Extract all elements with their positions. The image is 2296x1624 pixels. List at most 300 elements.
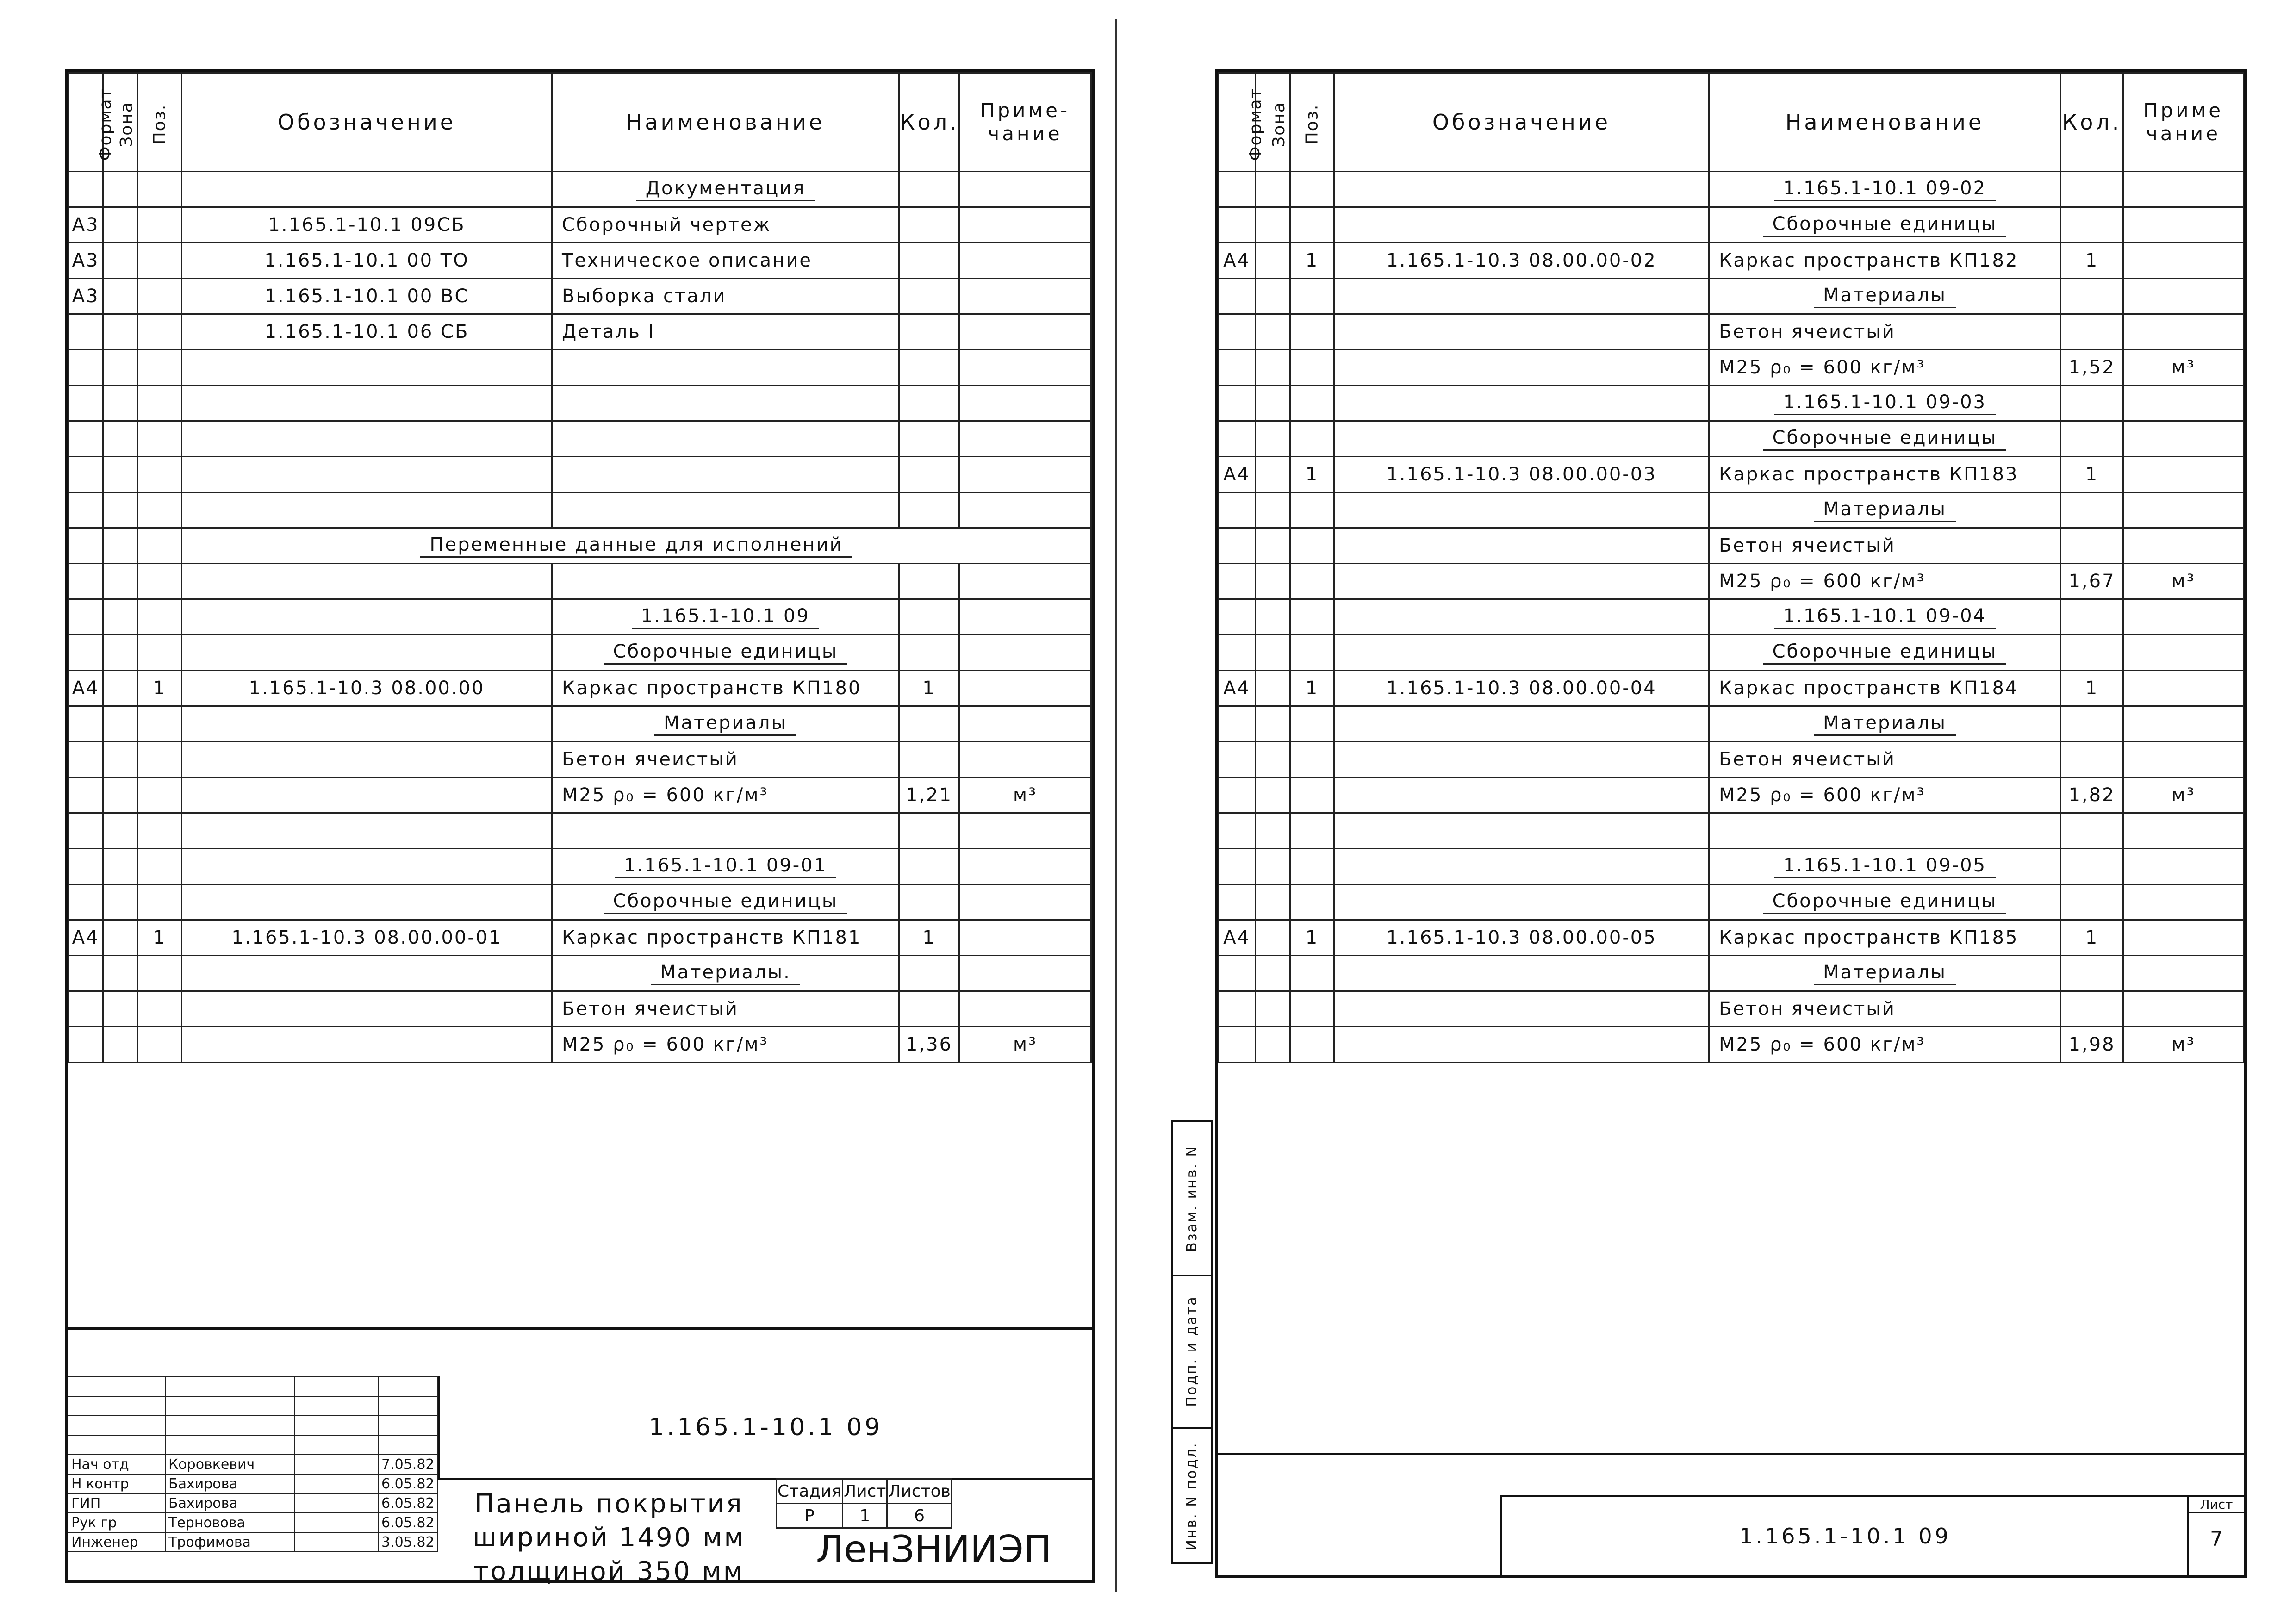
cell-designation	[1334, 564, 1709, 599]
cell-zone	[103, 849, 138, 884]
cell-note	[2123, 386, 2244, 421]
cell-note	[2123, 742, 2244, 778]
cell-format: А4	[1219, 671, 1256, 706]
cell-zone	[103, 350, 138, 386]
spec-row	[68, 279, 1091, 314]
cell-designation	[1334, 421, 1709, 457]
signer-role: Нач отд	[68, 1455, 165, 1474]
cell-pos	[138, 1027, 182, 1063]
cell-zone	[1256, 350, 1290, 386]
sheet-value: 1	[843, 1504, 887, 1528]
cell-format	[68, 350, 103, 386]
cell-note	[959, 350, 1091, 386]
cell-format	[68, 778, 103, 813]
signer-date: 6.05.82	[378, 1474, 437, 1493]
col-pos-header: Поз.	[138, 73, 182, 172]
stage-value: Р	[777, 1504, 843, 1528]
cell-designation	[182, 956, 552, 991]
cell-qty: 1	[2061, 920, 2123, 956]
cell-format	[1219, 564, 1256, 599]
cell-qty	[2061, 421, 2123, 457]
cell-zone	[103, 492, 138, 528]
spec-row	[68, 492, 1091, 528]
cell-note	[959, 492, 1091, 528]
cell-name: М25 ρ₀ = 600 кг/м³	[552, 1027, 899, 1063]
cell-zone	[1256, 492, 1290, 528]
cell-pos	[1290, 279, 1334, 314]
cell-format	[1219, 528, 1256, 564]
cell-qty: 1	[2061, 457, 2123, 492]
cell-name: 1.165.1-10.1 09-05	[1709, 849, 2061, 884]
cell-zone	[1256, 457, 1290, 492]
spec-row	[68, 386, 1091, 421]
cell-format	[1219, 314, 1256, 350]
spec-header-row	[1219, 73, 2244, 172]
cell-format: А4	[1219, 920, 1256, 956]
cell-qty	[2061, 991, 2123, 1027]
cell-note	[2123, 457, 2244, 492]
cell-designation	[1334, 956, 1709, 991]
cell-format: А4	[1219, 457, 1256, 492]
cell-qty	[899, 421, 959, 457]
cell-designation	[1334, 492, 1709, 528]
cell-designation	[1334, 778, 1709, 813]
cell-note	[2123, 813, 2244, 849]
spec-row	[68, 457, 1091, 492]
spec-sheet-right	[1215, 69, 2247, 1578]
cell-designation: 1.165.1-10.3 08.00.00-04	[1334, 671, 1709, 706]
cell-qty	[899, 742, 959, 778]
signer-date: 6.05.82	[378, 1493, 437, 1513]
spec-row	[1219, 386, 2244, 421]
cell-format	[68, 884, 103, 920]
cell-name: Сборочные единицы	[1709, 421, 2061, 457]
cell-designation	[182, 1027, 552, 1063]
cell-pos	[138, 421, 182, 457]
cell-pos	[138, 884, 182, 920]
cell-format	[1219, 172, 1256, 207]
cell-qty	[899, 599, 959, 635]
signer-date: 3.05.82	[378, 1532, 437, 1552]
cell-designation	[182, 742, 552, 778]
signer-row	[68, 1455, 437, 1474]
cell-qty: 1	[2061, 243, 2123, 279]
col-note-header: Приме чание	[2123, 73, 2244, 172]
cell-note: м³	[2123, 564, 2244, 599]
cell-zone	[1256, 742, 1290, 778]
cell-format	[68, 172, 103, 207]
cell-qty	[899, 635, 959, 671]
signer-row	[68, 1474, 437, 1493]
cell-format	[68, 813, 103, 849]
cell-pos	[1290, 1027, 1334, 1063]
spec-row	[1219, 706, 2244, 742]
cell-designation	[182, 778, 552, 813]
cell-designation	[1334, 279, 1709, 314]
cell-note	[2123, 956, 2244, 991]
signature-date-cell: Подп. и дата	[1173, 1275, 1211, 1429]
cell-note	[959, 920, 1091, 956]
cell-designation	[1334, 706, 1709, 742]
cell-zone	[1256, 314, 1290, 350]
cell-format: А4	[68, 671, 103, 706]
cell-name: Выборка стали	[552, 279, 899, 314]
spec-row	[68, 991, 1091, 1027]
cell-pos	[138, 207, 182, 243]
cell-name: М25 ρ₀ = 600 кг/м³	[552, 778, 899, 813]
cell-zone	[1256, 778, 1290, 813]
cell-note	[959, 884, 1091, 920]
cell-zone	[103, 778, 138, 813]
cell-zone	[103, 884, 138, 920]
cell-format	[1219, 350, 1256, 386]
cell-zone	[1256, 599, 1290, 635]
cell-pos	[1290, 564, 1334, 599]
cell-name	[552, 564, 899, 599]
cell-pos	[1290, 991, 1334, 1027]
cell-note	[2123, 884, 2244, 920]
cell-designation	[1334, 635, 1709, 671]
cell-zone	[1256, 671, 1290, 706]
cell-zone	[103, 314, 138, 350]
spec-row	[1219, 742, 2244, 778]
spec-row	[68, 350, 1091, 386]
cell-note: м³	[2123, 1027, 2244, 1063]
spec-row	[68, 314, 1091, 350]
spec-row	[1219, 350, 2244, 386]
cell-pos	[1290, 386, 1334, 421]
cell-note	[2123, 706, 2244, 742]
cell-name: М25 ρ₀ = 600 кг/м³	[1709, 1027, 2061, 1063]
cell-pos	[1290, 207, 1334, 243]
cell-format: А3	[68, 243, 103, 279]
cell-note	[959, 671, 1091, 706]
spec-row	[68, 813, 1091, 849]
cell-zone	[103, 564, 138, 599]
cell-format	[1219, 279, 1256, 314]
cell-zone	[103, 920, 138, 956]
spec-row	[1219, 920, 2244, 956]
cell-qty: 1	[899, 920, 959, 956]
cell-format	[1219, 207, 1256, 243]
cell-zone	[1256, 706, 1290, 742]
sheet-label: Лист	[843, 1479, 887, 1504]
cell-pos: 1	[1290, 671, 1334, 706]
cell-name: Бетон ячеистый	[1709, 314, 2061, 350]
cell-pos	[138, 350, 182, 386]
cell-zone	[103, 1027, 138, 1063]
cell-name	[552, 492, 899, 528]
cell-note	[2123, 207, 2244, 243]
signer-row	[68, 1532, 437, 1552]
cell-format: А3	[68, 207, 103, 243]
col-designation-header: Обозначение	[182, 73, 552, 172]
spec-row	[68, 956, 1091, 991]
spec-row	[1219, 991, 2244, 1027]
cell-format	[1219, 991, 1256, 1027]
cell-designation: 1.165.1-10.3 08.00.00-02	[1334, 243, 1709, 279]
cell-qty	[2061, 172, 2123, 207]
cell-designation	[182, 849, 552, 884]
signer-signature	[295, 1532, 378, 1552]
cell-name	[552, 386, 899, 421]
spec-row	[68, 599, 1091, 635]
cell-designation	[182, 884, 552, 920]
cell-name: Материалы.	[552, 956, 899, 991]
cell-pos	[138, 243, 182, 279]
cell-designation	[1334, 1027, 1709, 1063]
cell-format	[68, 457, 103, 492]
cell-qty: 1,21	[899, 778, 959, 813]
signer-signature	[295, 1455, 378, 1474]
cell-qty	[2061, 599, 2123, 635]
cell-qty	[899, 207, 959, 243]
document-title: Панель покрытия шириной 1490 мм толщиной 350 мм	[473, 1489, 746, 1587]
cell-qty	[899, 813, 959, 849]
cell-note	[959, 599, 1091, 635]
cell-qty: 1,82	[2061, 778, 2123, 813]
cell-format	[1219, 599, 1256, 635]
cell-format: А4	[68, 920, 103, 956]
cell-pos	[1290, 956, 1334, 991]
signer-signature	[295, 1513, 378, 1532]
cell-qty	[899, 956, 959, 991]
cell-name: 1.165.1-10.1 09-01	[552, 849, 899, 884]
cell-name	[552, 813, 899, 849]
cell-pos	[1290, 528, 1334, 564]
cell-pos: 1	[1290, 920, 1334, 956]
cell-zone	[1256, 956, 1290, 991]
cell-zone	[103, 635, 138, 671]
cell-designation	[182, 386, 552, 421]
cell-name: Бетон ячеистый	[1709, 742, 2061, 778]
cell-name	[552, 457, 899, 492]
cell-zone	[103, 991, 138, 1027]
cell-pos	[1290, 599, 1334, 635]
cell-zone	[1256, 207, 1290, 243]
cell-format	[68, 742, 103, 778]
cell-pos	[138, 279, 182, 314]
cell-note	[2123, 279, 2244, 314]
cell-note	[2123, 635, 2244, 671]
cell-zone	[103, 172, 138, 207]
cell-name: 1.165.1-10.1 09-02	[1709, 172, 2061, 207]
cell-designation	[182, 492, 552, 528]
col-note-header: Приме- чание	[959, 73, 1091, 172]
cell-pos	[1290, 706, 1334, 742]
cell-pos	[1290, 884, 1334, 920]
cell-zone	[103, 706, 138, 742]
col-name-header: Наименование	[1709, 73, 2061, 172]
cell-designation	[182, 564, 552, 599]
original-inventory-cell: Инв. N подл.	[1183, 1441, 1200, 1550]
cell-designation	[1334, 172, 1709, 207]
signer-role: Инженер	[68, 1532, 165, 1552]
cell-qty: 1,36	[899, 1027, 959, 1063]
cell-note	[2123, 920, 2244, 956]
spec-row	[68, 849, 1091, 884]
cell-note	[959, 314, 1091, 350]
cell-format	[68, 386, 103, 421]
spec-row	[68, 778, 1091, 813]
cell-name: Каркас пространств КП183	[1709, 457, 2061, 492]
cell-designation: 1.165.1-10.3 08.00.00	[182, 671, 552, 706]
spec-row	[1219, 599, 2244, 635]
cell-zone	[103, 243, 138, 279]
cell-note	[959, 635, 1091, 671]
cell-format	[1219, 492, 1256, 528]
cell-zone	[103, 599, 138, 635]
signer-row	[68, 1513, 437, 1532]
cell-zone	[1256, 421, 1290, 457]
cell-qty	[899, 991, 959, 1027]
spec-row	[1219, 243, 2244, 279]
spec-header-row	[68, 73, 1091, 172]
cell-format	[68, 492, 103, 528]
sheet-label: Лист	[2189, 1497, 2244, 1513]
cell-zone	[103, 528, 138, 564]
spec-row	[68, 528, 1091, 564]
cell-note: м³	[2123, 778, 2244, 813]
cell-zone	[1256, 172, 1290, 207]
cell-name: 1.165.1-10.1 09-04	[1709, 599, 2061, 635]
cell-format: А3	[68, 279, 103, 314]
cell-name: М25 ρ₀ = 600 кг/м³	[1709, 564, 2061, 599]
cell-format	[1219, 956, 1256, 991]
cell-pos	[138, 956, 182, 991]
signer-name: Бахирова	[165, 1493, 295, 1513]
cell-format	[1219, 706, 1256, 742]
signer-name: Бахирова	[165, 1474, 295, 1493]
cell-zone	[1256, 920, 1290, 956]
cell-format	[1219, 849, 1256, 884]
cell-designation: 1.165.1-10.3 08.00.00-03	[1334, 457, 1709, 492]
cell-qty: 1	[899, 671, 959, 706]
spec-row	[68, 564, 1091, 599]
cell-pos	[138, 813, 182, 849]
cell-format	[68, 1027, 103, 1063]
cell-note	[959, 742, 1091, 778]
cell-pos	[138, 386, 182, 421]
cell-name: Документация	[552, 172, 899, 207]
cell-pos	[1290, 314, 1334, 350]
cell-pos	[138, 635, 182, 671]
cell-designation	[1334, 813, 1709, 849]
spec-row	[1219, 778, 2244, 813]
col-name-header: Наименование	[552, 73, 899, 172]
spec-row	[1219, 849, 2244, 884]
signature-grid	[68, 1376, 438, 1552]
cell-designation: 1.165.1-10.3 08.00.00-01	[182, 920, 552, 956]
cell-note	[2123, 172, 2244, 207]
cell-name: Сборочные единицы	[552, 635, 899, 671]
cell-format	[1219, 884, 1256, 920]
cell-qty	[899, 314, 959, 350]
col-qty-header: Кол.	[2061, 73, 2123, 172]
cell-note	[959, 279, 1091, 314]
cell-name: Сборочные единицы	[1709, 207, 2061, 243]
spec-row	[1219, 528, 2244, 564]
cell-name: Техническое описание	[552, 243, 899, 279]
cell-qty	[2061, 492, 2123, 528]
cell-note	[2123, 991, 2244, 1027]
cell-qty: 1,52	[2061, 350, 2123, 386]
cell-name: М25 ρ₀ = 600 кг/м³	[1709, 778, 2061, 813]
cell-name: Каркас пространств КП181	[552, 920, 899, 956]
cell-note	[959, 706, 1091, 742]
spec-row	[1219, 421, 2244, 457]
spec-row	[68, 706, 1091, 742]
cell-note	[959, 243, 1091, 279]
cell-name: Каркас пространств КП185	[1709, 920, 2061, 956]
title-block-short	[1218, 1453, 2244, 1575]
cell-format: А4	[1219, 243, 1256, 279]
cell-qty	[899, 386, 959, 421]
cell-section-heading: Переменные данные для исполнений	[182, 528, 1091, 564]
cell-note: м³	[2123, 350, 2244, 386]
signer-name: Трофимова	[165, 1532, 295, 1552]
cell-zone	[1256, 849, 1290, 884]
cell-name: 1.165.1-10.1 09-03	[1709, 386, 2061, 421]
cell-qty: 1,98	[2061, 1027, 2123, 1063]
cell-note	[959, 564, 1091, 599]
cell-qty	[899, 350, 959, 386]
title-block	[68, 1327, 1092, 1587]
sheet-number: 7	[2210, 1527, 2223, 1551]
signer-signature	[295, 1474, 378, 1493]
spec-table-left	[68, 72, 1092, 1063]
cell-name: Сборочный чертеж	[552, 207, 899, 243]
spec-row	[1219, 956, 2244, 991]
cell-qty: 1,67	[2061, 564, 2123, 599]
cell-note	[2123, 599, 2244, 635]
spec-row	[68, 671, 1091, 706]
cell-zone	[1256, 243, 1290, 279]
cell-note	[2123, 849, 2244, 884]
spec-row	[1219, 457, 2244, 492]
cell-designation	[1334, 386, 1709, 421]
spec-row	[68, 207, 1091, 243]
cell-name: Материалы	[552, 706, 899, 742]
document-code: 1.165.1-10.1 09	[1500, 1495, 2189, 1575]
cell-qty	[2061, 635, 2123, 671]
cell-pos	[138, 991, 182, 1027]
cell-qty	[2061, 956, 2123, 991]
cell-pos: 1	[1290, 243, 1334, 279]
cell-pos	[138, 706, 182, 742]
cell-zone	[103, 207, 138, 243]
spec-row	[1219, 172, 2244, 207]
cell-format	[1219, 635, 1256, 671]
cell-note	[2123, 421, 2244, 457]
cell-zone	[1256, 386, 1290, 421]
cell-designation	[182, 813, 552, 849]
cell-note: м³	[959, 778, 1091, 813]
cell-note	[2123, 492, 2244, 528]
cell-format	[68, 599, 103, 635]
cell-name: Материалы	[1709, 492, 2061, 528]
cell-pos	[138, 742, 182, 778]
cell-name: Каркас пространств КП184	[1709, 671, 2061, 706]
cell-designation	[182, 599, 552, 635]
cell-zone	[103, 279, 138, 314]
cell-note	[959, 849, 1091, 884]
organization-name: ЛенЗНИИЭП	[816, 1528, 1052, 1571]
cell-pos	[138, 849, 182, 884]
signer-name: Терновова	[165, 1513, 295, 1532]
cell-name: М25 ρ₀ = 600 кг/м³	[1709, 350, 2061, 386]
spec-row	[1219, 813, 2244, 849]
